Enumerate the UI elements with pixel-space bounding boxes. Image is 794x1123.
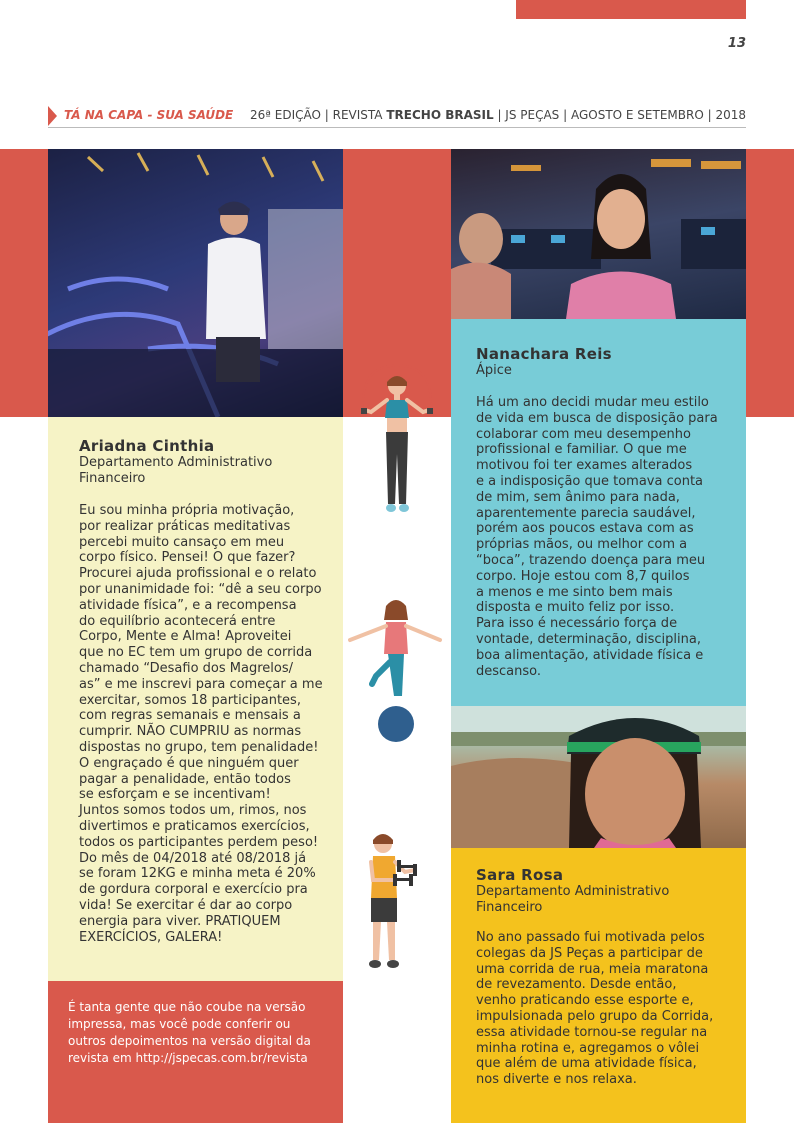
header-divider bbox=[48, 127, 746, 128]
section-arrow-icon bbox=[48, 106, 57, 126]
dumbbell-icon bbox=[355, 832, 431, 970]
card-ariadna bbox=[48, 417, 343, 981]
card-role: Departamento Administrativo Financeiro bbox=[476, 884, 670, 915]
edition-info: 26ª EDIÇÃO | REVISTA TRECHO BRASIL | JS PEÇAS | AGOSTO E SETEMBRO | 2018 bbox=[250, 108, 746, 122]
page-number: 13 bbox=[727, 36, 746, 51]
card-name: Nanachara Reis bbox=[476, 345, 612, 363]
card-role: Departamento Administrativo Financeiro bbox=[79, 455, 273, 486]
jump-rope-icon bbox=[349, 364, 445, 520]
card-nanachara bbox=[451, 319, 746, 706]
card-body: No ano passado fui motivada pelos colegas da JS Peças a participar de uma corrida de rua, meia maratona de revezamento. Desde então, venho praticando esse esporte e, impulsionada pelo grupo da Corrida, essa atividade tornou-se regular na minha rotina e, agregamos o vôlei que além de uma atividade física, nos diverte e nos relaxa. bbox=[476, 930, 714, 1088]
revista-link[interactable]: revista em http://jspecas.com.br/revista bbox=[68, 1051, 308, 1065]
card-name: Ariadna Cinthia bbox=[79, 437, 215, 455]
card-body: Há um ano decidi mudar meu estilo de vida em busca de disposição para colaborar com meu desempenho profissional e familiar. O que me motivou foi ter exames alterados e a indisposição que tomava conta de mim, sem ânimo para nada, aparentemente parecia saudável, porém aos poucos estava com as próprias mãos, ou melhor com a “boca”, trazendo doença para meu corpo. Hoje estou com 8,7 quilos a menos e me sinto bem mais disposta e muito feliz por isso. Para isso é necessário força de vontade, determinação, disciplina, boa alimentação, atividade física e descanso. bbox=[476, 395, 718, 679]
card-sara bbox=[451, 848, 746, 1123]
digital-version-note bbox=[48, 981, 343, 1123]
outdoor-selfie-photo bbox=[451, 706, 746, 848]
balance-ball-icon bbox=[348, 596, 444, 746]
card-role: Ápice bbox=[476, 363, 512, 378]
gym-portrait-photo bbox=[451, 149, 746, 319]
note-text: É tanta gente que não coube na versão impressa, mas você pode conferir ou outros depoimentos na versão digital da revista em http://jspecas.com.br/revista bbox=[68, 999, 338, 1067]
section-title: TÁ NA CAPA - SUA SAÚDE bbox=[64, 108, 234, 122]
top-accent-bar bbox=[516, 0, 746, 19]
treadmill-photo bbox=[48, 149, 343, 417]
card-name: Sara Rosa bbox=[476, 866, 564, 884]
card-body: Eu sou minha própria motivação, por realizar práticas meditativas percebi muito cansaço em meu corpo físico. Pensei! O que fazer? Procurei ajuda profissional e o relato por unanimidade foi: “dê a seu corpo atividade física”, e a recompensa do equilíbrio acontecerá entre Corpo, Mente e Alma! Aproveitei que no EC tem um grupo de corrida chamado “Desafio dos Magrelos/ as” e me inscrevi para começar a me exercitar, somos 18 participantes, com regras semanais e mensais a cumprir. NÃO CUMPRIU as normas dispostas no grupo, tem penalidade! O engraçado é que ninguém quer pagar a penalidade, então todos se esforçam e se incentivam! Juntos somos todos um, rimos, nos divertimos e praticamos exercícios, todos os participantes perdem peso! Do mês de 04/2018 até 08/2018 já se foram 12KG e minha meta é 20% de gordura corporal e exercício pra vida! Se exercitar é dar ao corpo energia para viver. PRATIQUEM EXERCÍCIOS, GALERA! bbox=[79, 503, 323, 945]
